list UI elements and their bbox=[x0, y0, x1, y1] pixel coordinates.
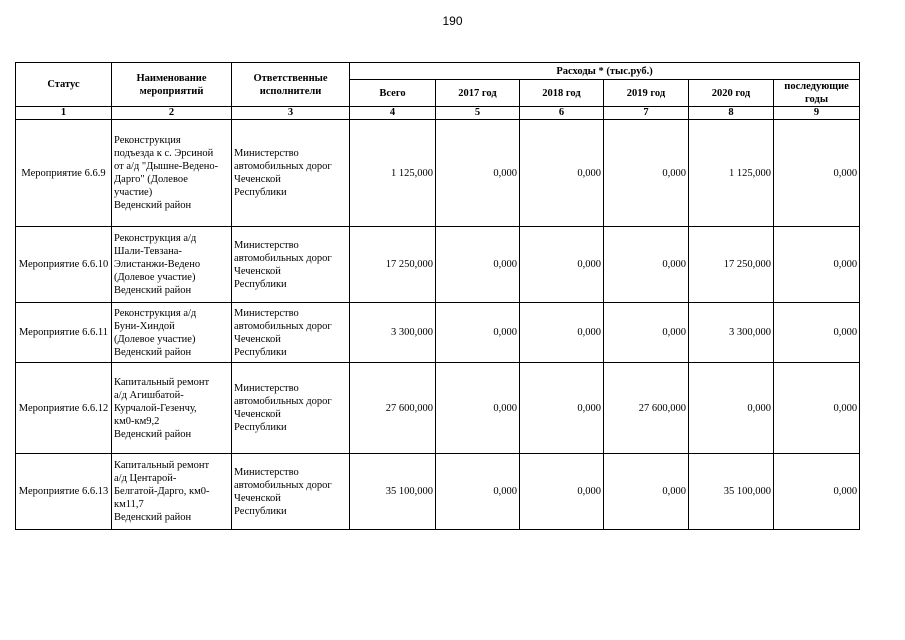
row-total: 17 250,000 bbox=[350, 227, 436, 303]
header-status: Статус bbox=[16, 63, 112, 107]
row-executor: Министерство автомобильных дорог Чеченской Республики bbox=[232, 227, 350, 303]
row-2020: 0,000 bbox=[689, 363, 774, 454]
row-executor: Министерство автомобильных дорог Чеченской Республики bbox=[232, 120, 350, 227]
row-total: 1 125,000 bbox=[350, 120, 436, 227]
row-name: Реконструкция подъезда к с. Эрсиной от а/д "Дышне-Ведено- Дарго" (Долевое участие) Веденский район bbox=[112, 120, 232, 227]
row-2018: 0,000 bbox=[520, 454, 604, 530]
row-2019: 0,000 bbox=[604, 454, 689, 530]
row-status: Мероприятие 6.6.10 bbox=[16, 227, 112, 303]
budget-table bbox=[15, 62, 860, 530]
table-row bbox=[16, 227, 860, 303]
row-name: Реконструкция а/д Шали-Тевзана- Элистанжи-Ведено (Долевое участие) Веденский район bbox=[112, 227, 232, 303]
row-status: Мероприятие 6.6.11 bbox=[16, 303, 112, 363]
row-2019: 0,000 bbox=[604, 303, 689, 363]
header-row bbox=[16, 63, 860, 80]
column-number-row bbox=[16, 107, 860, 120]
row-later: 0,000 bbox=[774, 227, 860, 303]
table-row bbox=[16, 454, 860, 530]
row-2017: 0,000 bbox=[436, 303, 520, 363]
row-2019: 27 600,000 bbox=[604, 363, 689, 454]
row-name: Реконструкция а/д Буни-Хиндой (Долевое участие) Веденский район bbox=[112, 303, 232, 363]
row-name: Капитальный ремонт а/д Центарой- Белгатой-Дарго, км0- км11,7 Веденский район bbox=[112, 454, 232, 530]
header-2018: 2018 год bbox=[520, 80, 604, 107]
header-2017: 2017 год bbox=[436, 80, 520, 107]
row-2018: 0,000 bbox=[520, 363, 604, 454]
row-2017: 0,000 bbox=[436, 227, 520, 303]
header-name: Наименование мероприятий bbox=[112, 63, 232, 107]
header-2020: 2020 год bbox=[689, 80, 774, 107]
header-executors: Ответственные исполнители bbox=[232, 63, 350, 107]
column-number: 2 bbox=[112, 107, 232, 120]
row-2018: 0,000 bbox=[520, 120, 604, 227]
header-total: Всего bbox=[350, 80, 436, 107]
row-2019: 0,000 bbox=[604, 120, 689, 227]
table-row bbox=[16, 120, 860, 227]
column-number: 9 bbox=[774, 107, 860, 120]
column-number: 1 bbox=[16, 107, 112, 120]
column-number: 8 bbox=[689, 107, 774, 120]
row-later: 0,000 bbox=[774, 363, 860, 454]
column-number: 3 bbox=[232, 107, 350, 120]
row-later: 0,000 bbox=[774, 120, 860, 227]
column-number: 7 bbox=[604, 107, 689, 120]
table-row bbox=[16, 303, 860, 363]
row-executor: Министерство автомобильных дорог Чеченской Республики bbox=[232, 454, 350, 530]
row-executor: Министерство автомобильных дорог Чеченской Республики bbox=[232, 363, 350, 454]
row-status: Мероприятие 6.6.9 bbox=[16, 120, 112, 227]
page-number: 190 bbox=[442, 14, 463, 28]
row-total: 35 100,000 bbox=[350, 454, 436, 530]
row-2017: 0,000 bbox=[436, 454, 520, 530]
row-2018: 0,000 bbox=[520, 303, 604, 363]
row-2019: 0,000 bbox=[604, 227, 689, 303]
row-later: 0,000 bbox=[774, 303, 860, 363]
row-status: Мероприятие 6.6.12 bbox=[16, 363, 112, 454]
row-2020: 35 100,000 bbox=[689, 454, 774, 530]
header-2019: 2019 год bbox=[604, 80, 689, 107]
row-2017: 0,000 bbox=[436, 120, 520, 227]
header-expenses: Расходы * (тыс.руб.) bbox=[350, 63, 860, 80]
row-executor: Министерство автомобильных дорог Чеченской Республики bbox=[232, 303, 350, 363]
row-total: 3 300,000 bbox=[350, 303, 436, 363]
row-later: 0,000 bbox=[774, 454, 860, 530]
row-total: 27 600,000 bbox=[350, 363, 436, 454]
row-status: Мероприятие 6.6.13 bbox=[16, 454, 112, 530]
row-2020: 17 250,000 bbox=[689, 227, 774, 303]
row-2017: 0,000 bbox=[436, 363, 520, 454]
column-number: 4 bbox=[350, 107, 436, 120]
row-2020: 3 300,000 bbox=[689, 303, 774, 363]
row-name: Капитальный ремонт а/д Агишбатой- Курчалой-Гезенчу, км0-км9,2 Веденский район bbox=[112, 363, 232, 454]
row-2018: 0,000 bbox=[520, 227, 604, 303]
column-number: 6 bbox=[520, 107, 604, 120]
column-number: 5 bbox=[436, 107, 520, 120]
row-2020: 1 125,000 bbox=[689, 120, 774, 227]
table-row bbox=[16, 363, 860, 454]
header-later-years: последующие годы bbox=[774, 80, 860, 107]
